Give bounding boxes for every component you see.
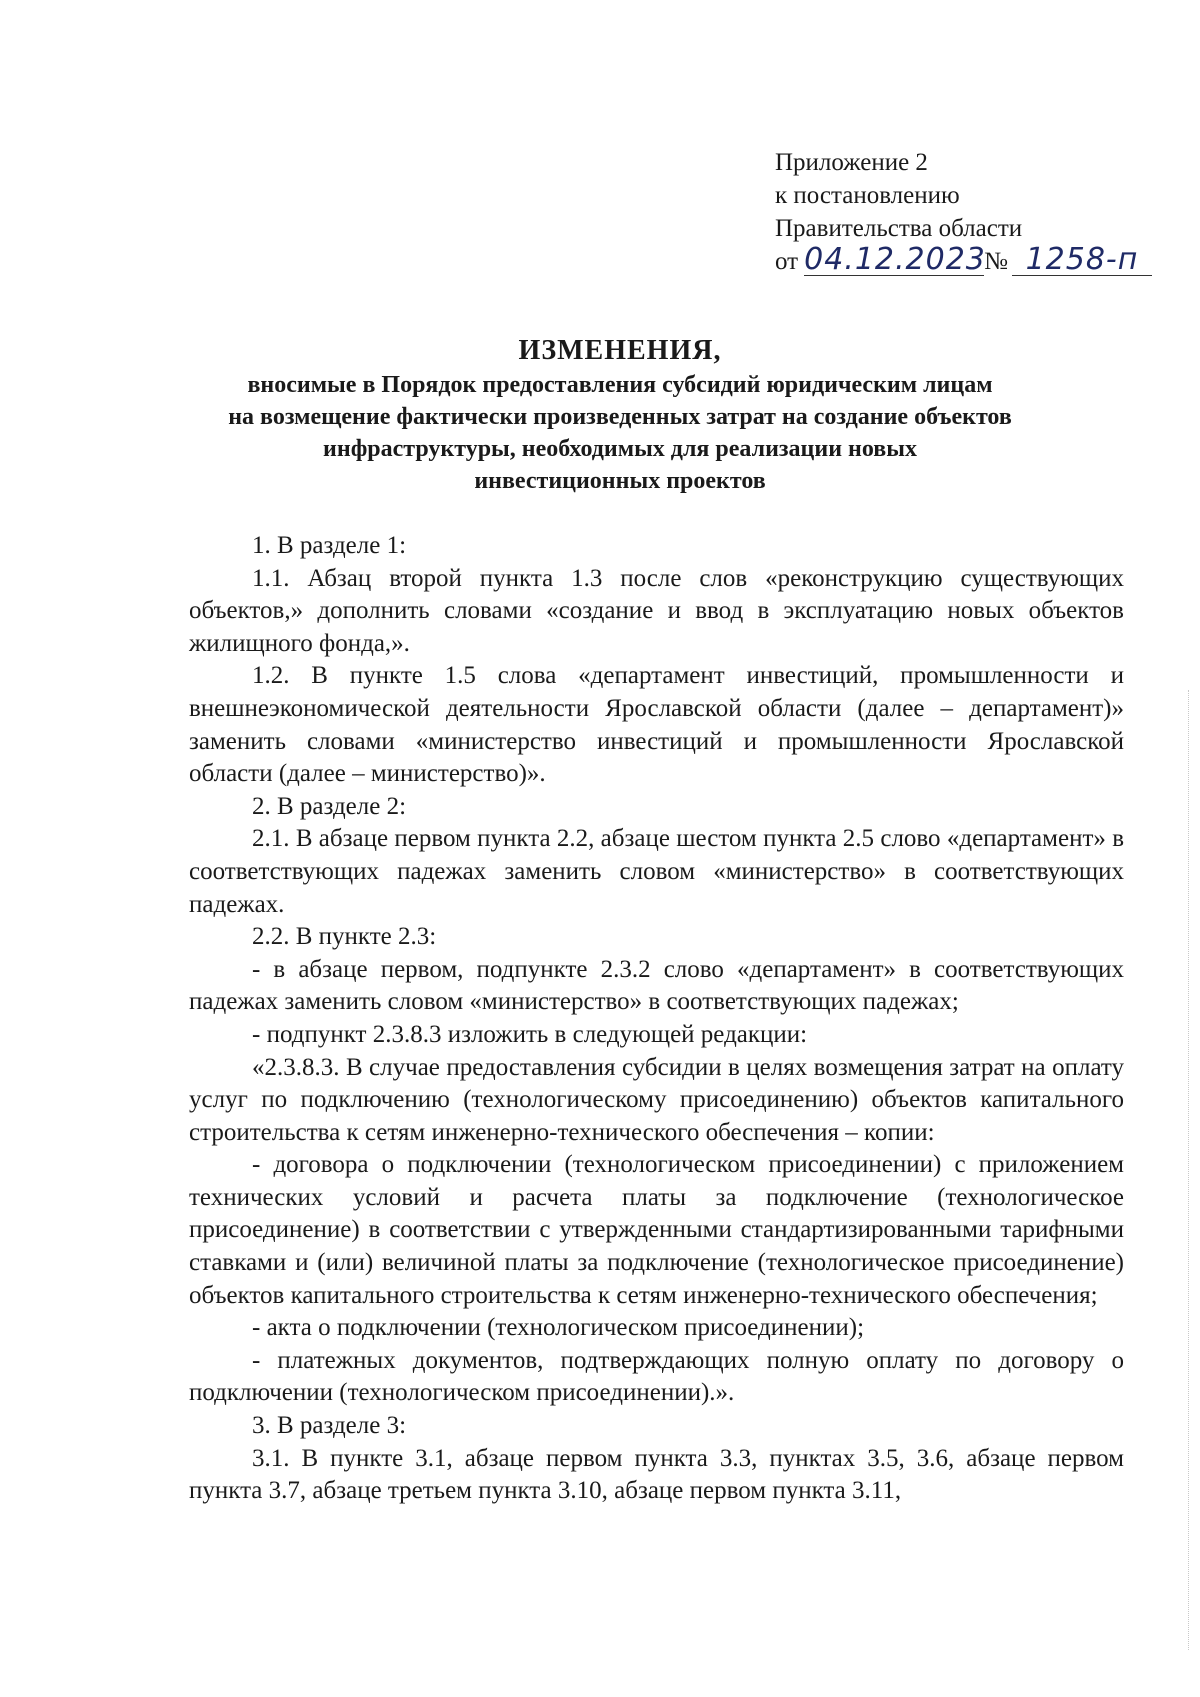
appendix-date-line: [775, 242, 1152, 278]
paragraph-2: 2. В разделе 2:: [252, 792, 407, 820]
paragraph-bullet-act: - акта о подключении (технологическом присоединении);: [252, 1314, 865, 1342]
paragraph-1-1: 1.1. Абзац второй пункта 1.3 после слов «реконструкцию существующих объектов,» дополнить словами «создание и ввод в эксплуатацию новых объектов жилищного фонда,».: [189, 564, 1124, 657]
appendix-line-2: к постановлению: [775, 182, 960, 209]
document-title: ИЗМЕНЕНИЯ,: [518, 335, 722, 366]
title-line-1: вносимые в Порядок предоставления субсидий юридическим лицам: [247, 372, 993, 398]
paragraph-3-1: 3.1. В пункте 3.1, абзаце первом пункта 3.3, пунктах 3.5, 3.6, абзаце первом пункта 3.7, абзаце третьем пункта 3.10, абзаце первом пункта 3.11,: [189, 1444, 1124, 1505]
from-label: от: [775, 248, 799, 275]
title-line-4: инвестиционных проектов: [474, 468, 766, 494]
appendix-line-1: Приложение 2: [775, 149, 928, 176]
handwritten-date: 04.12.2023: [804, 242, 986, 277]
document-body: [189, 530, 1124, 1508]
appendix-line-3: Правительства области: [775, 215, 1023, 242]
title-line-3: инфраструктуры, необходимых для реализации новых: [323, 436, 917, 462]
document-title-block: [180, 333, 1060, 497]
paragraph-2-2-bullet-2: - подпункт 2.3.8.3 изложить в следующей редакции:: [252, 1020, 808, 1048]
paragraph-2-1: 2.1. В абзаце первом пункта 2.2, абзаце шестом пункта 2.5 слово «департамент» в соответствующих падежах заменить словом «министерство» в соответствующих падежах.: [189, 825, 1124, 918]
handwritten-number: 1258-п: [1012, 245, 1152, 276]
paragraph-bullet-payments: - платежных документов, подтверждающих полную оплату по договору о подключении (технологическом присоединении).».: [189, 1346, 1124, 1407]
paragraph-2-3-8-3: «2.3.8.3. В случае предоставления субсидии в целях возмещения затрат на оплату услуг по подключению (технологическому присоединению) объектов капитального строительства к сетям инженерно-технического обеспечения – копии:: [189, 1053, 1124, 1146]
paragraph-3: 3. В разделе 3:: [252, 1412, 407, 1440]
number-sign: №: [984, 248, 1008, 275]
paragraph-1-2: 1.2. В пункте 1.5 слова «департамент инвестиций, промышленности и внешнеэкономической деятельности Ярославской области (далее – департамент)» заменить словами «министерство инвестиций и промышленности Ярославской области (далее – министерство)».: [189, 662, 1124, 788]
appendix-header: [775, 146, 1152, 278]
paragraph-2-2-bullet-1: - в абзаце первом, подпункте 2.3.2 слово «департамент» в соответствующих падежах заменить словом «министерство» в соответствующих падежах;: [189, 955, 1124, 1016]
paragraph-1: 1. В разделе 1:: [252, 532, 407, 559]
paragraph-2-2: 2.2. В пункте 2.3:: [252, 923, 437, 951]
title-line-2: на возмещение фактически произведенных затрат на создание объектов: [228, 404, 1012, 430]
scan-edge-mark: [1188, 690, 1190, 1650]
paragraph-bullet-contract: - договора о подключении (технологическом присоединении) с приложением технических условий и расчета платы за подключение (технологическое присоединение) в соответствии с утвержденными стандартизированными тарифными ставками и (или) величиной платы за подключение (технологическое присоединение) объектов капитального строительства к сетям инженерно-технического обеспечения;: [189, 1151, 1124, 1309]
